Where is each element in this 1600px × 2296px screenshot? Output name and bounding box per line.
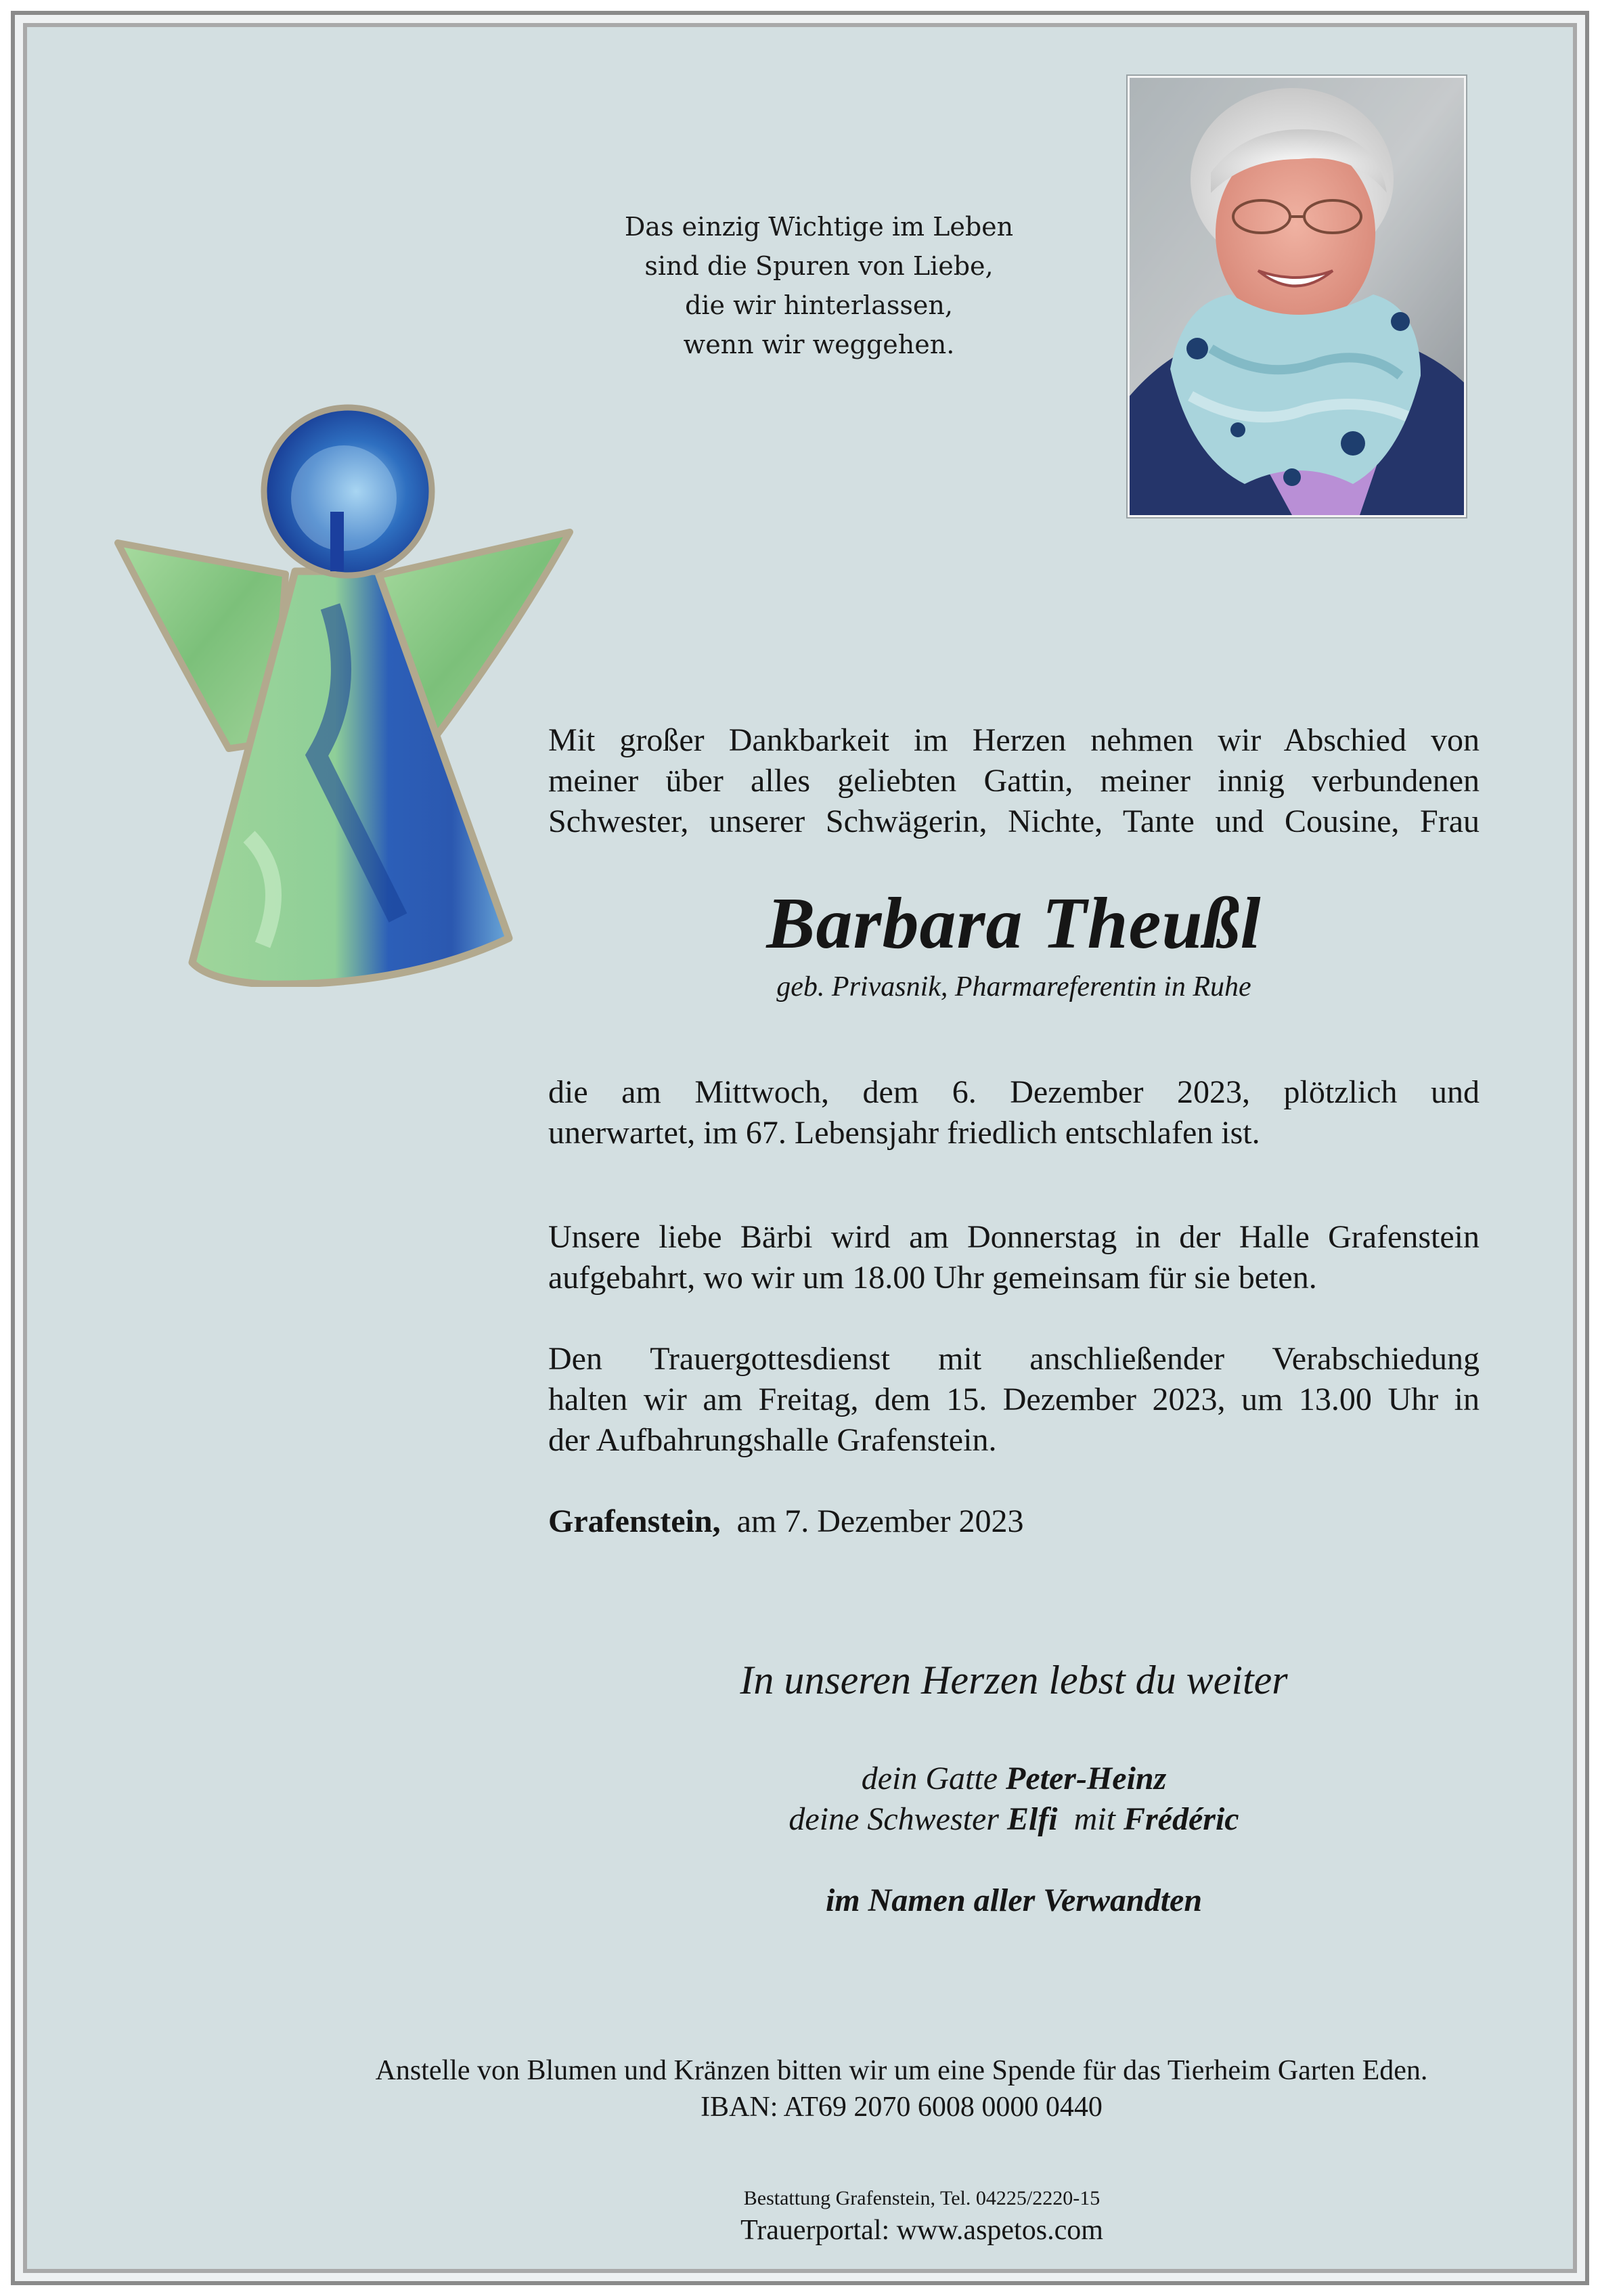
quote-line: die wir hinterlassen,: [685, 290, 953, 320]
quote-line: wenn wir weggehen.: [683, 330, 955, 359]
intro-line: Schwester, unserer Schwägerin, Nichte, Tante und Cousine, Frau: [548, 803, 1480, 839]
service-line: Den Trauergottesdienst mit anschließender Verabschiedung: [548, 1341, 1480, 1377]
portal-link[interactable]: Trauerportal: www.aspetos.com: [740, 2215, 1103, 2246]
motto: In unseren Herzen lebst du weiter: [740, 1658, 1288, 1702]
iban: IBAN: AT69 2070 6008 0000 0440: [701, 2092, 1103, 2123]
memorial-quote: [582, 207, 1056, 364]
death-notice-line: die am Mittwoch, dem 6. Dezember 2023, plötzlich und: [548, 1074, 1480, 1110]
viewing-line: Unsere liebe Bärbi wird am Donnerstag in der Halle Grafenstein: [548, 1219, 1480, 1255]
quote-line: sind die Spuren von Liebe,: [644, 251, 994, 281]
mourner-line-spouse: [548, 1759, 1480, 1799]
date: am 7. Dezember 2023: [736, 1503, 1024, 1539]
mourner-name: Peter-Heinz: [1006, 1761, 1167, 1796]
intro-line: meiner über alles geliebten Gattin, meiner innig verbundenen: [548, 763, 1480, 799]
donation-request: [0, 2052, 1600, 2125]
quote-line: Das einzig Wichtige im Leben: [624, 212, 1014, 242]
service-line: der Aufbahrungshalle Grafenstein.: [548, 1422, 997, 1458]
mourner-prefix: deine Schwester: [788, 1801, 999, 1837]
all-relatives: im Namen aller Verwandten: [825, 1882, 1203, 1918]
mourner-prefix: dein Gatte: [861, 1761, 998, 1796]
viewing-info: [548, 1217, 1480, 1298]
intro-line: Mit großer Dankbarkeit im Herzen nehmen wir Abschied von: [548, 722, 1480, 758]
death-notice: [548, 1072, 1480, 1153]
portrait-photo: [1128, 76, 1466, 517]
donation-line: Anstelle von Blumen und Kränzen bitten wir um eine Spende für das Tierheim Garten Eden.: [375, 2055, 1428, 2086]
undertaker-info: Bestattung Grafenstein, Tel. 04225/2220-15: [743, 2187, 1101, 2209]
mourner-connector: mit: [1073, 1801, 1115, 1837]
place-date: [548, 1501, 1480, 1542]
stained-glass-angel-icon: [114, 403, 577, 987]
place: Grafenstein,: [548, 1503, 721, 1539]
deceased-name: Barbara Theußl: [766, 883, 1262, 964]
service-line: halten wir am Freitag, dem 15. Dezember 2023, um 13.00 Uhr in: [548, 1382, 1480, 1417]
intro-paragraph: [548, 720, 1480, 842]
viewing-line: aufgebahrt, wo wir um 18.00 Uhr gemeinsam für sie beten.: [548, 1260, 1317, 1296]
service-info: [548, 1339, 1480, 1461]
mourner-line-sister: [548, 1799, 1480, 1840]
death-notice-line: unerwartet, im 67. Lebensjahr friedlich entschlafen ist.: [548, 1115, 1260, 1151]
mourner-name: Elfi: [1006, 1801, 1058, 1837]
birth-note: geb. Privasnik, Pharmareferentin in Ruhe: [776, 971, 1251, 1002]
mourner-name: Frédéric: [1123, 1801, 1239, 1837]
